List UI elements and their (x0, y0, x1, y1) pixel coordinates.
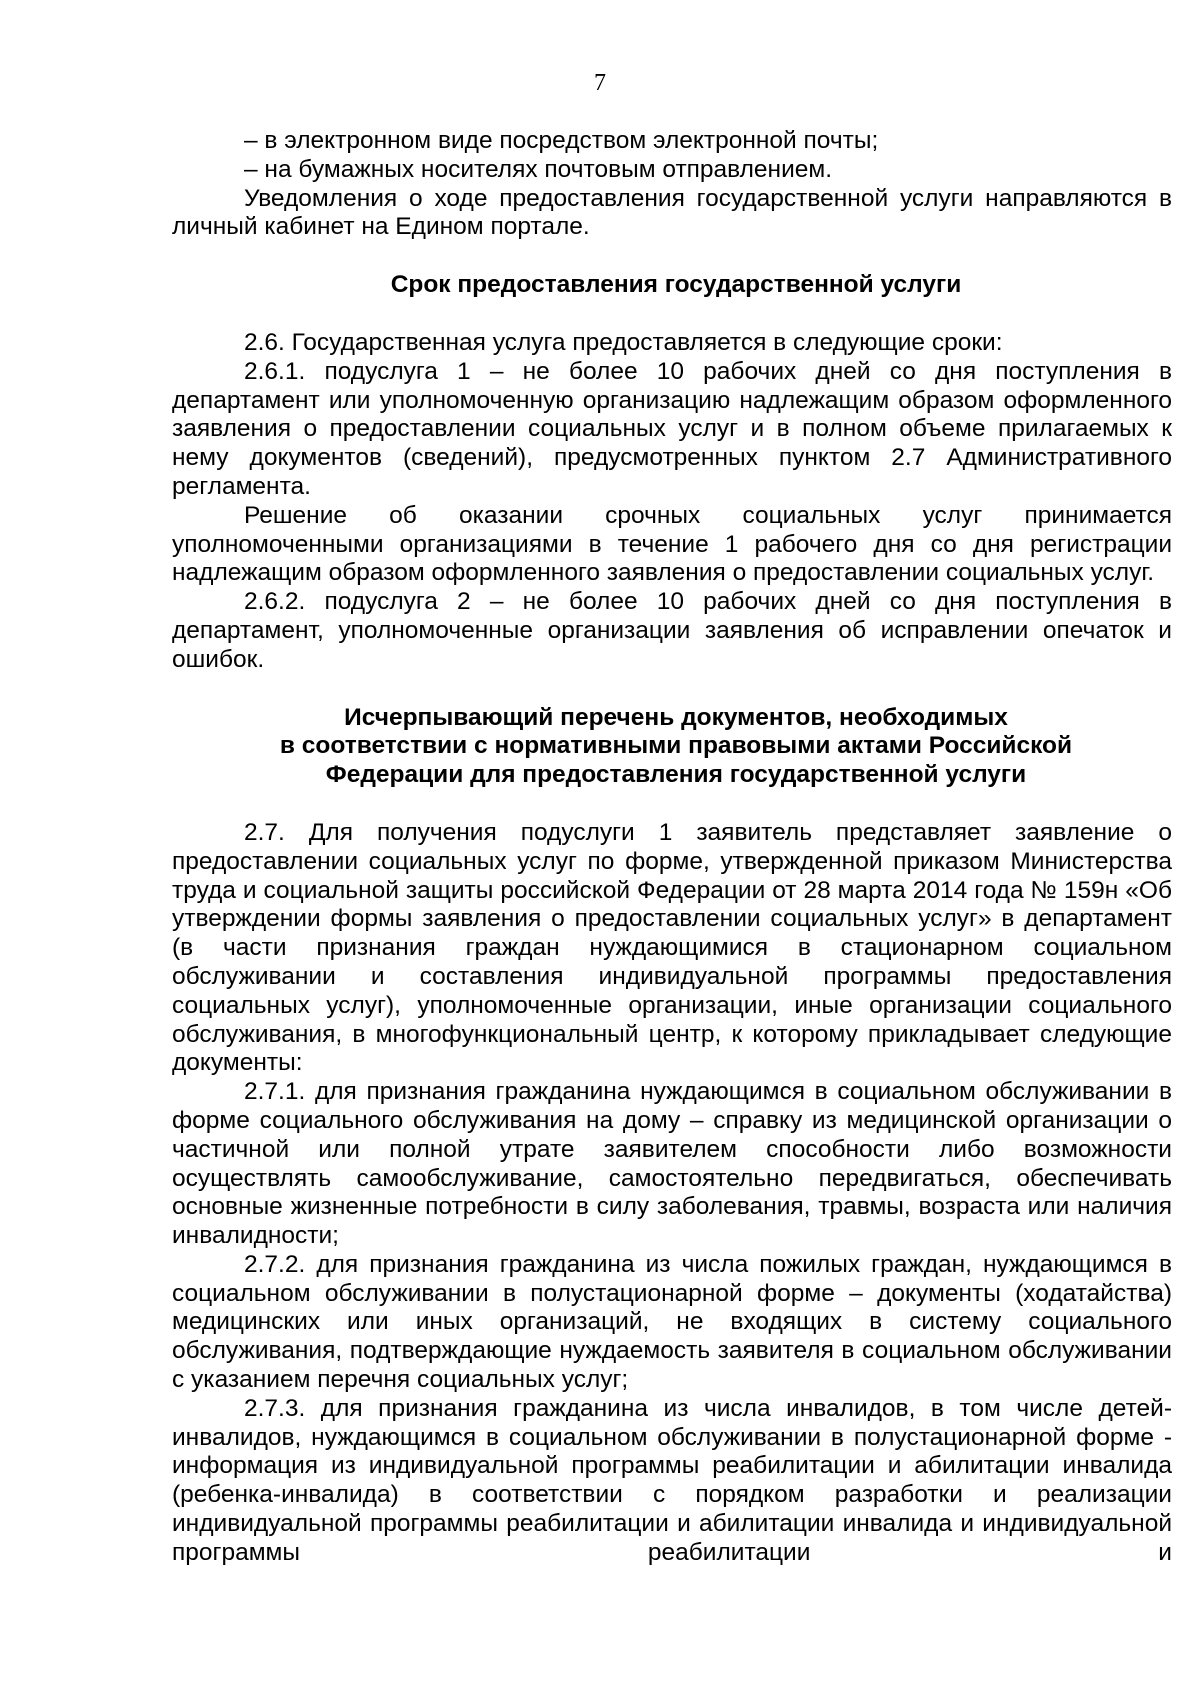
paragraph-urgent-decision: Решение об оказании срочных социальных услуг принимается уполномоченными организациями в течение 1 рабочего дня со дня регистрации надлежащим образом оформленного заявления о предоставлении социальных услуг. (172, 501, 1172, 587)
section-heading-documents-line-1: Исчерпывающий перечень документов, необходимых (344, 703, 1008, 731)
intro-paragraph-3: Уведомления о ходе предоставления государственной услуги направляются в личный кабинет на Едином портале. (172, 184, 1172, 241)
paragraph-2-7: 2.7. Для получения подуслуги 1 заявитель представляет заявление о предоставлении социальных услуг по форме, утвержденной приказом Министерства труда и социальной защиты российской Федерации от 28 марта 2014 года № 159н «Об утверждении формы заявления о предоставлении социальных услуг» в департамент (в части признания граждан нуждающимися в стационарном социальном обслуживании и составления индивидуальной программы предоставления социальных услуг), уполномоченные организации, иные организации социального обслуживания, в многофункциональный центр, к которому прикладывает следующие документы: (172, 818, 1172, 1077)
section-heading-documents-line-3: Федерации для предоставления государственной услуги (325, 761, 1027, 789)
page-number: 7 (594, 70, 606, 96)
document-body (172, 127, 1172, 1568)
intro-paragraph-2: – на бумажных носителях почтовым отправлением. (244, 155, 833, 183)
section-heading-documents (172, 704, 1172, 790)
section-heading-term: Срок предоставления государственной услуги (390, 271, 962, 299)
paragraph-2-6-1: 2.6.1. подуслуга 1 – не более 10 рабочих дней со дня поступления в департамент или уполномоченную организацию надлежащим образом оформленного заявления о предоставлении социальных услуг и в полном объеме прилагаемых к нему документов (сведений), предусмотренных пунктом 2.7 Административного регламента. (172, 357, 1172, 500)
paragraph-2-6-2: 2.6.2. подуслуга 2 – не более 10 рабочих дней со дня поступления в департамент, уполномоченные организации заявления об исправлении опечаток и ошибок. (172, 588, 1172, 673)
paragraph-2-7-1: 2.7.1. для признания гражданина нуждающимся в социальном обслуживании в форме социального обслуживания на дому – справку из медицинской организации о частичной или полной утрате заявителем способности либо возможности осуществлять самообслуживание, самостоятельно передвигаться, обеспечивать основные жизненные потребности в силу заболевания, травмы, возраста или наличия инвалидности; (172, 1078, 1172, 1250)
paragraph-2-7-3: 2.7.3. для признания гражданина из числа инвалидов, в том числе детей-инвалидов, нуждающимся в социальном обслуживании в полустационарной форме - информация из индивидуальной программы реабилитации и абилитации инвалида (ребенка-инвалида) в соответствии с порядком разработки и реализации индивидуальной программы реабилитации и абилитации инвалида и индивидуальной программы реабилитации и (172, 1394, 1172, 1566)
section-heading-documents-line-2: в соответствии с нормативными правовыми актами Российской (279, 732, 1073, 760)
paragraph-2-7-2: 2.7.2. для признания гражданина из числа пожилых граждан, нуждающимся в социальном обслуживании в полустационарной форме – документы (ходатайства) медицинских или иных организаций, не входящих в систему социального обслуживания, подтверждающие нуждаемость заявителя в социальном обслуживании с указанием перечня социальных услуг; (172, 1250, 1172, 1394)
paragraph-2-6: 2.6. Государственная услуга предоставляется в следующие сроки: (244, 328, 1003, 356)
intro-paragraph-1: – в электронном виде посредством электронной почты; (244, 127, 879, 154)
